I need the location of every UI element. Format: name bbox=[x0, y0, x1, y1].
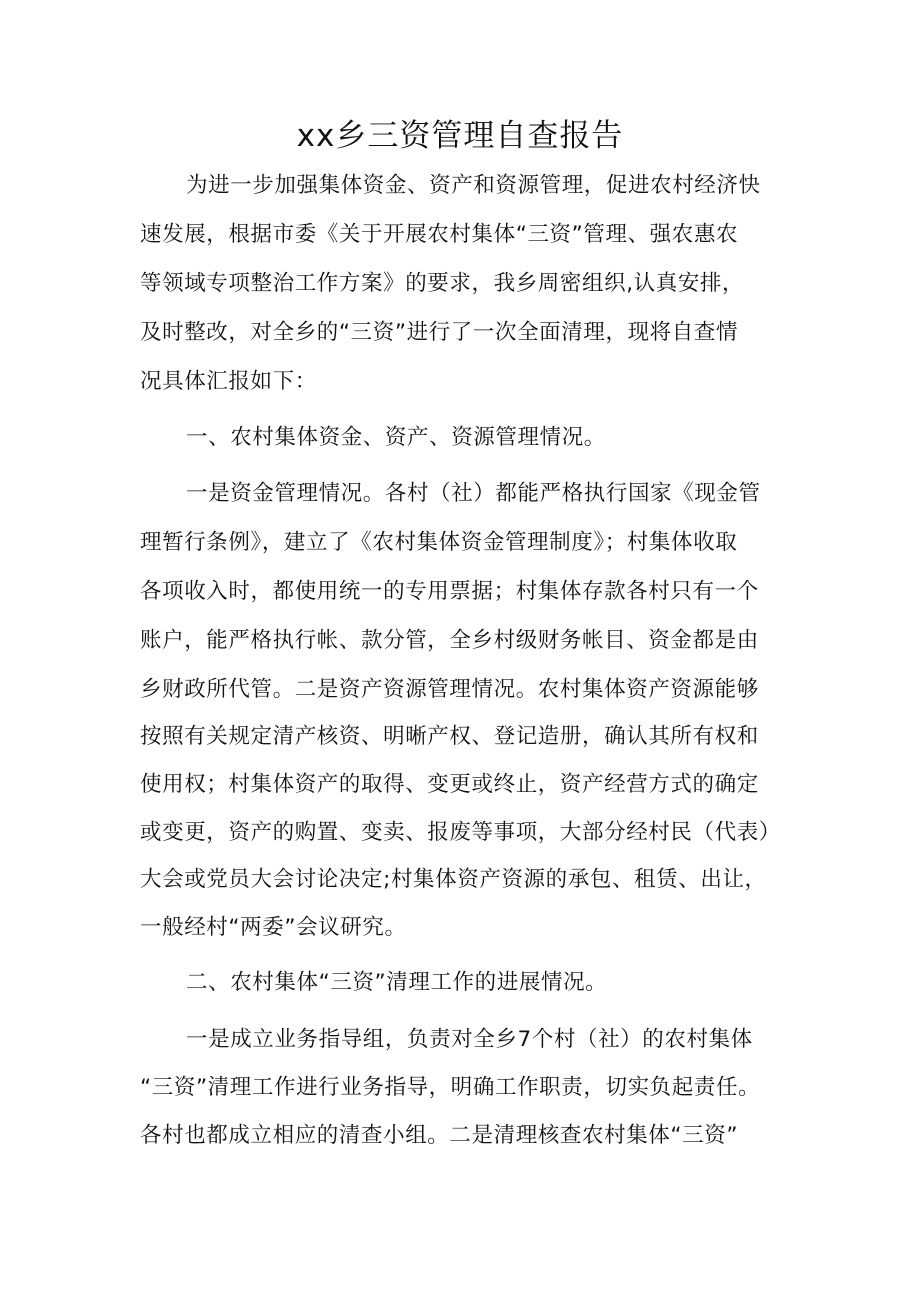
paragraph-line: 使用权；村集体资产的取得、变更或终止，资产经营方式的确定 bbox=[140, 772, 759, 797]
paragraph-line: 一是成立业务指导组，负责对全乡7个村（社）的农村集体 bbox=[186, 1027, 753, 1052]
document-title: xx乡三资管理自查报告 bbox=[296, 118, 624, 154]
paragraph-line: “三资”清理工作进行业务指导，明确工作职责，切实负起责任。 bbox=[140, 1075, 761, 1100]
paragraph-line: 按照有关规定清产核资、明晰产权、登记造册，确认其所有权和 bbox=[140, 724, 759, 749]
paragraph-line: 乡财政所代管。二是资产资源管理情况。农村集体资产资源能够 bbox=[140, 677, 759, 702]
paragraph-line: 账户，能严格执行帐、款分管，全乡村级财务帐目、资金都是由 bbox=[140, 628, 759, 653]
paragraph-line: 各项收入时，都使用统一的专用票据；村集体存款各村只有一个 bbox=[140, 579, 759, 604]
paragraph-line: 或变更，资产的购置、变卖、报废等事项，大部分经村民（代表） bbox=[140, 820, 781, 845]
section-heading: 一、农村集体资金、资产、资源管理情况。 bbox=[186, 425, 606, 450]
paragraph-line: 理暂行条例》，建立了《农村集体资金管理制度》；村集体收取 bbox=[140, 530, 738, 555]
paragraph-line: 速发展，根据市委《关于开展农村集体“三资”管理、强农惠农 bbox=[140, 222, 739, 247]
paragraph-line: 及时整改，对全乡的“三资”进行了一次全面清理，现将自查情 bbox=[140, 320, 739, 345]
paragraph-line: 一般经村“两委”会议研究。 bbox=[140, 915, 407, 940]
paragraph-line: 一是资金管理情况。各村（社）都能严格执行国家《现金管 bbox=[186, 481, 761, 506]
paragraph-line: 况具体汇报如下： bbox=[140, 369, 317, 394]
paragraph-line: 各村也都成立相应的清查小组。二是清理核查农村集体“三资” bbox=[140, 1123, 739, 1148]
paragraph-line: 为进一步加强集体资金、资产和资源管理，促进农村经济快 bbox=[186, 173, 761, 198]
paragraph-line: 等领域专项整治工作方案》的要求，我乡周密组织,认真安排， bbox=[140, 271, 745, 296]
paragraph-line: 大会或党员大会讨论决定;村集体资产资源的承包、租赁、出让， bbox=[140, 867, 767, 892]
section-heading: 二、农村集体“三资”清理工作的进展情况。 bbox=[186, 970, 608, 995]
